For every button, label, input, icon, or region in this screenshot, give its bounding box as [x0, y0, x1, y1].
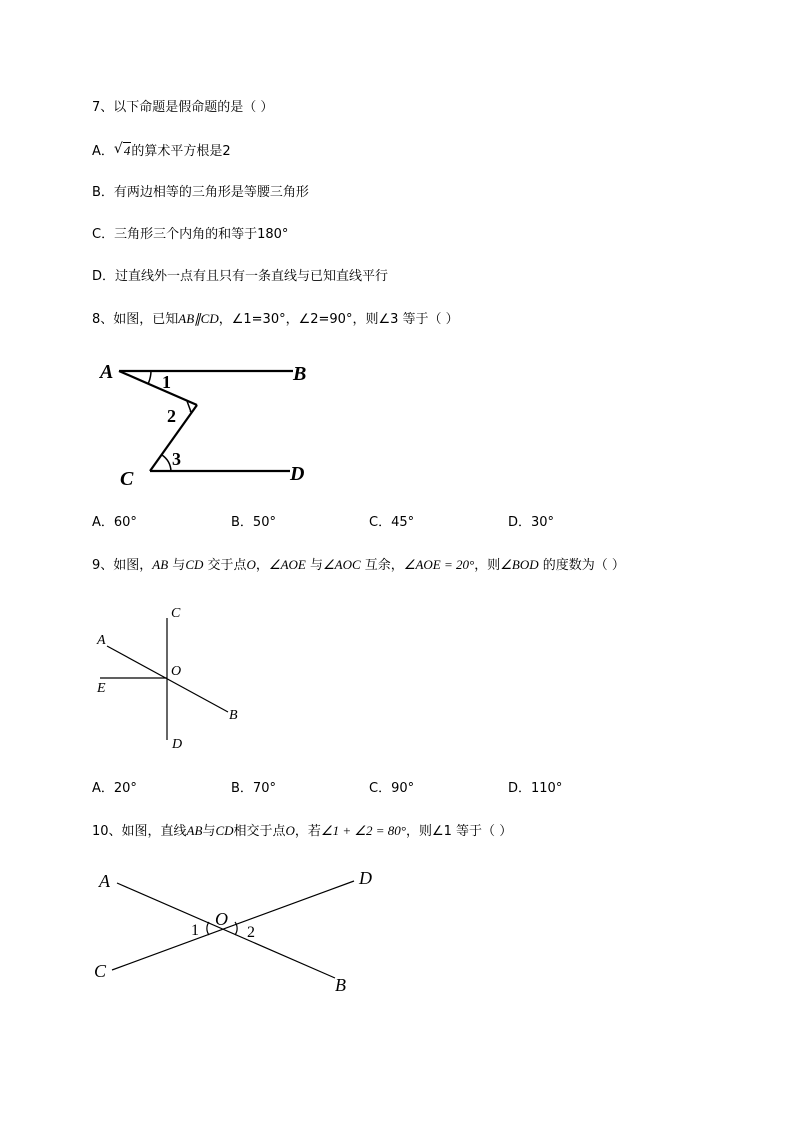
q9-label-e: E	[97, 681, 106, 696]
q9-stem-yu2: 与	[305, 558, 323, 573]
q10-line-cd	[112, 881, 354, 970]
q8-label-c: C	[120, 468, 134, 490]
q10-stem-yu: 与	[202, 824, 216, 839]
q7-option-c-letter: C．	[92, 227, 115, 242]
q9-stem-o: O	[246, 557, 256, 572]
q9-option-c[interactable]: C．90°	[369, 781, 415, 796]
q9-stem-tail: 的度数为（ ）	[538, 558, 625, 573]
q8-stem-parallel: AB∥CD	[178, 311, 219, 326]
q8-stem-end: ，∠1=30°，∠2=90°，则∠3 等于（ ）	[218, 312, 459, 327]
q10-label-a: A	[99, 871, 110, 891]
q9-stem-ab: AB	[152, 557, 169, 572]
q8-label-b: B	[293, 363, 307, 385]
q7-stem: 7、以下命题是假命题的是（ ）	[92, 100, 274, 115]
q7-option-a-text: 的算术平方根是2	[131, 144, 231, 159]
q9-stem-huyu: 互余，	[360, 558, 404, 573]
q10-label-angle1: 1	[191, 922, 199, 939]
q8-stem	[92, 310, 459, 329]
q10-label-angle2: 2	[247, 924, 255, 941]
q9-stem-yu1: 与	[168, 558, 186, 573]
q9-label-c: C	[171, 606, 181, 621]
q10-stem-prefix: 10、如图，直线	[92, 824, 187, 839]
sqrt-radicand: 4	[123, 143, 131, 158]
q9-option-a[interactable]: A．20°	[92, 781, 137, 796]
q8-option-c[interactable]: C．45°	[369, 515, 415, 530]
q9-stem-bod: ∠BOD	[500, 557, 539, 572]
q8-label-angle3: 3	[172, 449, 181, 469]
q10-stem-ruo: ，若	[294, 824, 321, 839]
q10-label-d: D	[359, 868, 372, 888]
q10-line-ab	[117, 883, 335, 978]
q9-stem-comma: ，	[255, 558, 269, 573]
q7-option-c-text: 三角形三个内角的和等于180°	[114, 227, 289, 242]
q9-stem-ze: ，则	[474, 558, 501, 573]
q8-option-d[interactable]: D．30°	[508, 515, 555, 530]
q9-label-a: A	[97, 633, 106, 648]
q10-angle1-arc	[207, 922, 209, 935]
q7-option-a-letter: A．	[92, 144, 114, 159]
q9-option-b[interactable]: B．70°	[231, 781, 276, 796]
q7-option-a[interactable]	[92, 142, 231, 161]
q10-stem-tail: ，则∠1 等于（ ）	[406, 824, 513, 839]
q10-angle2-arc	[235, 922, 237, 935]
q7-option-d[interactable]	[92, 268, 388, 286]
q8-label-angle2: 2	[167, 406, 176, 426]
q9-label-d: D	[172, 737, 183, 752]
q9-label-b: B	[229, 708, 238, 723]
q8-label-d: D	[290, 463, 305, 485]
q10-stem-eq: ∠1 + ∠2 = 80°	[320, 823, 406, 838]
q10-stem-jiao: 相交于点	[233, 824, 286, 839]
q10-figure	[92, 865, 392, 1000]
sqrt-symbol: √ 4	[113, 141, 131, 158]
q7-option-b-text: 有两边相等的三角形是等腰三角形	[113, 185, 309, 200]
q10-label-b: B	[335, 975, 346, 995]
q9-stem-cd: CD	[185, 557, 204, 572]
q8-label-a: A	[100, 361, 114, 383]
q9-stem-aoe1: ∠AOE	[268, 557, 306, 572]
q7-option-d-text: 过直线外一点有且只有一条直线与已知直线平行	[115, 269, 389, 284]
q9-label-o: O	[171, 664, 182, 679]
q8-stem-start: 8、如图，已知	[92, 312, 179, 327]
q9-option-d[interactable]: D．110°	[508, 781, 563, 796]
q9-stem-aoc: ∠AOC	[323, 557, 361, 572]
q8-option-a[interactable]: A．60°	[92, 515, 137, 530]
q8-line-ad-segment	[119, 371, 197, 405]
q10-stem-ab: AB	[186, 823, 203, 838]
q10-label-o: O	[215, 909, 228, 929]
q7-option-d-letter: D．	[92, 269, 116, 284]
q9-stem-prefix: 9、如图，	[92, 558, 153, 573]
q9-stem-aoe2: ∠AOE = 20°	[403, 557, 475, 572]
q7-option-b-letter: B．	[92, 185, 114, 200]
q10-label-c: C	[94, 961, 107, 981]
q8-option-b[interactable]: B．50°	[231, 515, 276, 530]
q8-angle3-arc	[162, 455, 171, 471]
q8-angle1-arc	[148, 371, 151, 384]
q7-option-b[interactable]	[92, 184, 309, 202]
q10-stem	[92, 822, 512, 841]
q9-figure	[95, 600, 255, 750]
q10-stem-o: O	[285, 823, 295, 838]
q9-stem	[92, 556, 625, 575]
q8-label-angle1: 1	[162, 372, 171, 392]
q7-option-c[interactable]	[92, 226, 288, 244]
q10-stem-cd: CD	[215, 823, 234, 838]
q9-stem-jiao: 交于点	[203, 558, 247, 573]
q8-figure	[95, 355, 325, 495]
